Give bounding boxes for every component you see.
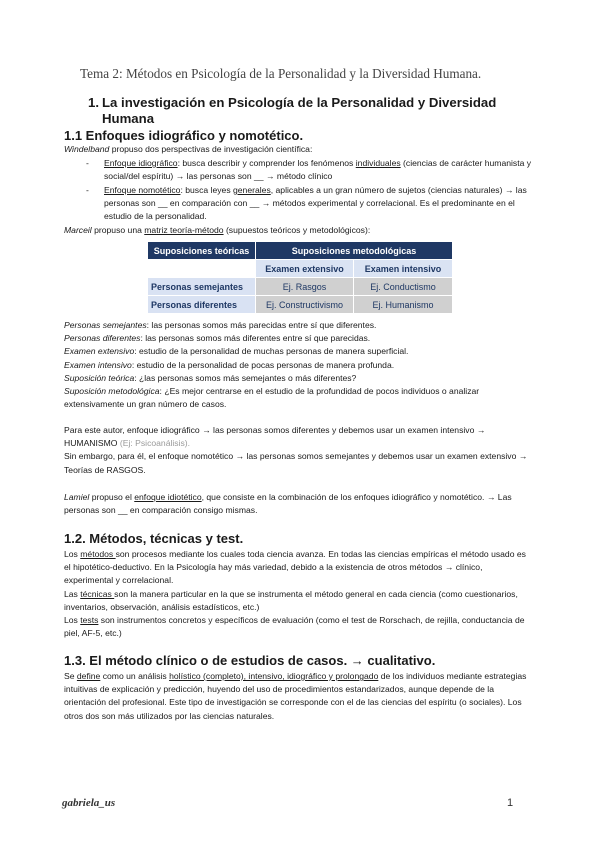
header-suposiciones-teoricas: Suposiciones teóricas xyxy=(148,242,256,260)
table-row xyxy=(148,296,453,314)
table-subheader-row xyxy=(148,260,453,278)
text: de los individuos mediante estrategias intuitivas de explicación y predicción, huyendo del uso de procedimientos estandarizados, aunque depende de la orientación del profesional. Este tipo de investigación se corresponde con el de las ciencias del espíritu (o sociales). Los otros dos son más utilizados por las ciencias naturales. xyxy=(64,671,527,721)
underlined-term: técnicas xyxy=(80,588,115,599)
text: : busca describir y comprender los fenómenos xyxy=(177,158,356,168)
definition-text: : ¿Es mejor centrarse en el estudio de la profundidad de pocos individuos o analizar extensivamente un gran número de casos. xyxy=(64,386,480,410)
gray-note: (Ej: Psicoanálisis). xyxy=(119,438,191,449)
clinico-paragraph xyxy=(64,670,534,723)
text: (ciencias de carácter humanista y social/del espíritu) → las personas son __ → método clínico xyxy=(104,158,532,182)
definition-item xyxy=(64,359,534,372)
page-number: 1 xyxy=(507,797,514,809)
underlined-term: tests xyxy=(80,615,99,626)
definition-item xyxy=(64,345,534,358)
text: son instrumentos concretos y específicos de evaluación (como el test de Rorschach, de rejilla, conductancia de piel, AF-5, etc.) xyxy=(64,615,525,639)
text: Los xyxy=(64,615,81,626)
underlined-term: define xyxy=(76,671,101,681)
heading-1-1: 1.1 Enfoques idiográfico y nomotético. xyxy=(64,128,304,143)
windelband-paragraph xyxy=(64,143,534,156)
definition-text: : estudio de la personalidad de muchas personas de manera superficial. xyxy=(134,346,409,357)
definition-term: Suposición metodológica xyxy=(64,386,160,397)
text: propuso una xyxy=(91,225,145,235)
footer-author: gabriela_us xyxy=(62,797,116,809)
row-label-semejantes: Personas semejantes xyxy=(148,278,256,296)
definition-term: Personas diferentes xyxy=(64,333,141,344)
definition-text: : estudio de la personalidad de pocas personas de manera profunda. xyxy=(131,359,395,370)
header-suposiciones-metodologicas: Suposiciones metodológicas xyxy=(256,242,453,260)
definition-term: Examen extensivo xyxy=(64,346,135,357)
definition-item xyxy=(64,319,534,332)
bullet-idiografico xyxy=(86,157,534,183)
definition-text: : las personas somos más diferentes entre sí que parecidas. xyxy=(140,333,371,344)
text: Los xyxy=(64,549,81,559)
bullet-nomotetico xyxy=(86,184,534,224)
cell-rasgos: Ej. Rasgos xyxy=(256,278,354,296)
heading-1-3: 1.3. El método clínico o de estudios de casos. → cualitativo. xyxy=(64,653,436,668)
author-marceil: Marceil xyxy=(64,225,92,235)
table-row xyxy=(148,278,453,296)
definitions-list xyxy=(64,319,534,411)
document-title: Tema 2: Métodos en Psicología de la Personalidad y la Diversidad Humana. xyxy=(80,66,482,81)
section-title: La investigación en Psicología de la Personalidad y Diversidad Humana xyxy=(102,95,497,126)
heading-1-2: 1.2. Métodos, técnicas y test. xyxy=(64,531,244,546)
text: como un análisis xyxy=(100,671,170,681)
section-heading-1 xyxy=(88,95,528,127)
text: son la manera particular en la que se instrumenta el método general en cada ciencia (como cuestionarios, inventarios, observación, análisis estadísticos, etc.) xyxy=(64,588,518,612)
cell-constructivismo: Ej. Constructivismo xyxy=(256,296,354,314)
matrix-table xyxy=(147,241,453,314)
author-paragraph xyxy=(64,424,534,477)
text: son procesos mediante los cuales toda ciencia avanza. En todas las ciencias empíricas el método usado es el hipotético-deductivo. En la Psicología hay más variedad, debido a la existencia de otros métodos → clínico, experimental y correlacional. xyxy=(64,549,526,586)
text: Las xyxy=(64,588,81,599)
bullet-dash: - xyxy=(86,158,89,168)
author-lamiel: Lamiel xyxy=(64,492,90,502)
subheader-intensivo: Examen intensivo xyxy=(354,260,453,278)
term-nomotetico: Enfoque nomotético xyxy=(104,185,181,195)
underlined-word: generales xyxy=(233,185,271,195)
definition-text: : ¿las personas somos más semejantes o más diferentes? xyxy=(134,372,357,383)
text: propuso dos perspectivas de investigación científica: xyxy=(109,144,313,154)
text: (supuestos teóricos y metodológicos): xyxy=(223,225,371,235)
definition-item xyxy=(64,385,534,411)
author-windelband: Windelband xyxy=(64,144,110,154)
underlined-term: enfoque idiotético xyxy=(134,492,202,502)
row-label-diferentes: Personas diferentes xyxy=(148,296,256,314)
text: Para este autor, enfoque idiográfico → las personas somos diferentes y debemos usar un examen intensivo → HUMANISMO xyxy=(64,425,486,449)
text: Sin embargo, para él, el enfoque nomotético → las personas somos semejantes y debemos usar un examen extensivo → Teorías de RASGOS. xyxy=(64,451,528,475)
cell-conductismo: Ej. Conductismo xyxy=(354,278,453,296)
cell-humanismo: Ej. Humanismo xyxy=(354,296,453,314)
term-idiografico: Enfoque idiográfico xyxy=(104,158,178,168)
definition-term: Personas semejantes xyxy=(64,320,147,330)
text: Se xyxy=(64,671,77,681)
lamiel-paragraph xyxy=(64,491,534,517)
underlined-word: individuales xyxy=(355,158,401,168)
section-number: 1. xyxy=(88,95,99,110)
definition-text: : las personas somos más parecidas entre sí que diferentes. xyxy=(146,320,377,330)
definition-item xyxy=(64,332,534,345)
bullet-dash: - xyxy=(86,185,89,195)
definition-term: Suposición teórica xyxy=(64,372,135,383)
text: propuso el xyxy=(89,492,135,502)
empty-cell xyxy=(148,260,256,278)
underlined-term: holístico (completo), intensivo, idiográfico y prolongado xyxy=(169,671,379,681)
metodos-paragraph xyxy=(64,548,534,640)
table-header-row xyxy=(148,242,453,260)
marceil-paragraph xyxy=(64,224,534,237)
subheader-extensivo: Examen extensivo xyxy=(256,260,354,278)
definition-term: Examen intensivo xyxy=(64,359,132,370)
underlined-term: métodos xyxy=(80,549,116,559)
text: , aplicables a un gran número de sujetos (ciencias naturales) → las personas son __ en comparación con __ → métodos experimental y correlacional. Es el predominante en el estudio de la personalidad. xyxy=(104,185,527,222)
text: : busca leyes xyxy=(180,185,233,195)
text: , que consiste en la combinación de los enfoques idiográfico y nomotético. → Las personas son __ en comparación consigo mismas. xyxy=(64,492,512,516)
underlined-term: matriz teoría-método xyxy=(144,225,224,235)
definition-item xyxy=(64,372,534,385)
